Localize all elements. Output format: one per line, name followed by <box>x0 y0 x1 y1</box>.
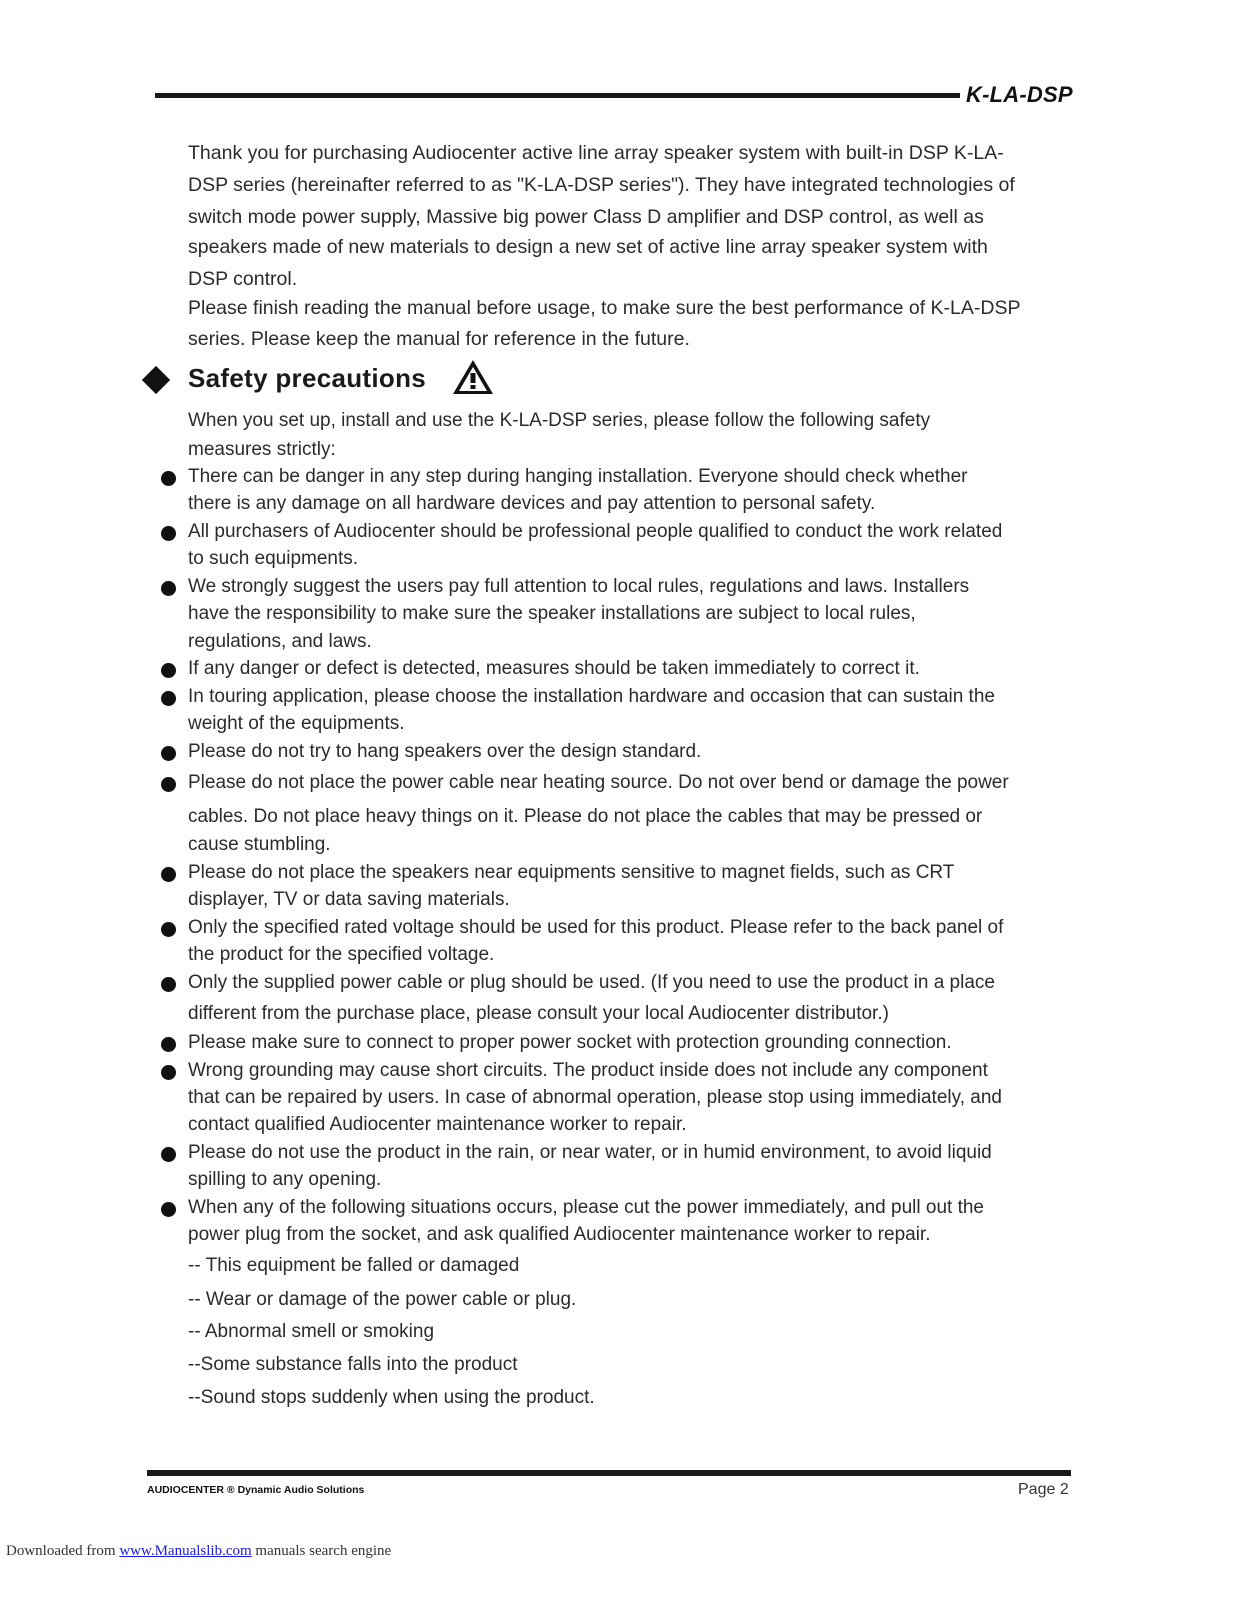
bullet-text-line: cables. Do not place heavy things on it. Please do not place the cables that may be pressed or <box>188 806 983 827</box>
document-title: K-LA-DSP <box>966 82 1073 107</box>
bullet-text-line: Please do not try to hang speakers over the design standard. <box>188 741 702 762</box>
bullet-dot-icon <box>161 746 176 761</box>
bullet-text-line: Only the specified rated voltage should be used for this product. Please refer to the back panel of <box>188 917 1004 938</box>
bullet-text-line: displayer, TV or data saving materials. <box>188 889 510 910</box>
bullet-dot-icon <box>161 1147 176 1162</box>
bullet-dot-icon <box>161 471 176 486</box>
bullet-dot-icon <box>161 1202 176 1217</box>
bullet-text-line: spilling to any opening. <box>188 1169 382 1190</box>
download-prefix: Downloaded from <box>6 1543 120 1559</box>
bullet-text-line: contact qualified Audiocenter maintenance worker to repair. <box>188 1114 687 1135</box>
bullet-dot-icon <box>161 581 176 596</box>
bullet-text-line: Please make sure to connect to proper power socket with protection grounding connection. <box>188 1032 952 1053</box>
situation-item: -- Wear or damage of the power cable or plug. <box>188 1289 577 1310</box>
intro-line: speakers made of new materials to design a new set of active line array speaker system with <box>188 236 988 258</box>
bullet-text-line: have the responsibility to make sure the speaker installations are subject to local rules, <box>188 603 916 624</box>
bullet-text-line: regulations, and laws. <box>188 631 372 652</box>
bullet-dot-icon <box>161 977 176 992</box>
bullet-text-line: All purchasers of Audiocenter should be professional people qualified to conduct the work related <box>188 521 1003 542</box>
bullet-text-line: cause stumbling. <box>188 834 331 855</box>
bullet-dot-icon <box>161 663 176 678</box>
page-number: Page 2 <box>1018 1481 1069 1498</box>
bullet-text-line: to such equipments. <box>188 548 359 569</box>
bullet-text-line: Please do not place the speakers near equipments sensitive to magnet fields, such as CRT <box>188 862 955 883</box>
bullet-dot-icon <box>161 691 176 706</box>
bullet-text-line: there is any damage on all hardware devices and pay attention to personal safety. <box>188 493 876 514</box>
footer-brand: AUDIOCENTER ® Dynamic Audio Solutions <box>147 1484 365 1496</box>
manualslib-link[interactable]: www.Manualslib.com <box>119 1543 252 1559</box>
intro-line: Thank you for purchasing Audiocenter active line array speaker system with built-in DSP K-LA- <box>188 142 1004 164</box>
section-diamond-icon <box>142 366 170 394</box>
bullet-text-line: the product for the specified voltage. <box>188 944 495 965</box>
bullet-text-line: Only the supplied power cable or plug should be used. (If you need to use the product in a place <box>188 972 995 993</box>
bullet-text-line: Wrong grounding may cause short circuits. The product inside does not include any component <box>188 1060 988 1081</box>
bullet-dot-icon <box>161 867 176 882</box>
situation-item: --Some substance falls into the product <box>188 1354 518 1375</box>
download-suffix: manuals search engine <box>251 1543 392 1559</box>
intro-line: DSP series (hereinafter referred to as "K-LA-DSP series"). They have integrated technologies of <box>188 174 1015 196</box>
bullet-text-line: that can be repaired by users. In case of abnormal operation, please stop using immediately, and <box>188 1087 1002 1108</box>
bullet-dot-icon <box>161 526 176 541</box>
download-banner <box>6 1543 391 1560</box>
bullet-text-line: In touring application, please choose the installation hardware and occasion that can sustain the <box>188 686 995 707</box>
bullet-dot-icon <box>161 1065 176 1080</box>
situation-item: -- Abnormal smell or smoking <box>188 1321 435 1342</box>
bullet-text-line: weight of the equipments. <box>188 713 405 734</box>
footer-rule <box>147 1470 1071 1476</box>
bullet-dot-icon <box>161 777 176 792</box>
section-title: Safety precautions <box>188 363 427 393</box>
situation-item: -- This equipment be falled or damaged <box>188 1255 520 1276</box>
bullet-dot-icon <box>161 1037 176 1052</box>
intro-line: Please finish reading the manual before usage, to make sure the best performance of K-LA-DSP <box>188 297 1021 319</box>
lead-line: measures strictly: <box>188 439 336 460</box>
bullet-text-line: Please do not place the power cable near heating source. Do not over bend or damage the power <box>188 772 1009 793</box>
bullet-text-line: When any of the following situations occurs, please cut the power immediately, and pull out the <box>188 1197 984 1218</box>
bullet-text-line: We strongly suggest the users pay full attention to local rules, regulations and laws. Installers <box>188 576 970 597</box>
bullet-text-line: power plug from the socket, and ask qualified Audiocenter maintenance worker to repair. <box>188 1224 931 1245</box>
lead-line: When you set up, install and use the K-LA-DSP series, please follow the following safety <box>188 410 931 431</box>
situation-item: --Sound stops suddenly when using the product. <box>188 1387 595 1408</box>
intro-line: DSP control. <box>188 268 298 290</box>
bullet-text-line: Please do not use the product in the rain, or near water, or in humid environment, to avoid liquid <box>188 1142 992 1163</box>
intro-line: switch mode power supply, Massive big power Class D amplifier and DSP control, as well as <box>188 206 984 228</box>
bullet-dot-icon <box>161 922 176 937</box>
header-rule <box>155 93 960 98</box>
bullet-text-line: There can be danger in any step during hanging installation. Everyone should check whether <box>188 466 968 487</box>
bullet-text-line: If any danger or defect is detected, measures should be taken immediately to correct it. <box>188 658 920 679</box>
intro-line: series. Please keep the manual for reference in the future. <box>188 328 690 350</box>
bullet-text-line: different from the purchase place, please consult your local Audiocenter distributor.) <box>188 1003 889 1024</box>
warning-icon <box>452 359 494 395</box>
